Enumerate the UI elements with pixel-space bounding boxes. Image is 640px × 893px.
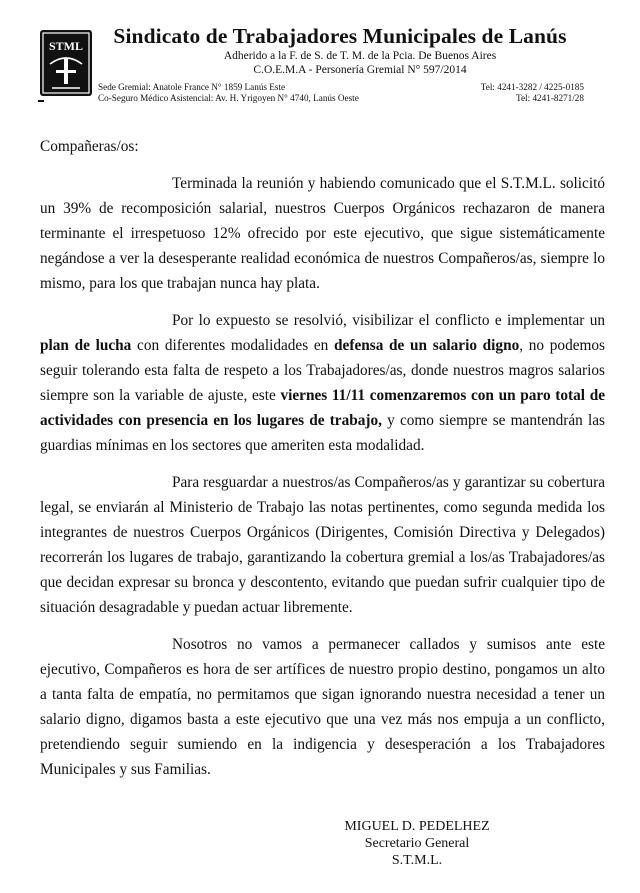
greeting: Compañeras/os: [40, 138, 139, 155]
letterhead [0, 0, 640, 110]
logo-mark [38, 100, 44, 102]
signatory-role: Secretario General [364, 836, 470, 851]
coseguro-address: Co-Seguro Médico Asistencial: Av. H. Yrigoyen N° 4740, Lanús Oeste [98, 93, 359, 103]
paragraph-4: Nosotros no vamos a permanecer callados y sumisos ante este ejecutivo, Compañeros es hora de ser artífices de nuestro propio destino, pongamos un alto a tanta falta de empatía, no permitamos que sigan ignorando nuestra necesidad a tener un salario digno, digamos basta a este ejecutivo que una vez más nos empuja a un conflicto, pretendiendo seguir sumiendo en la indigencia y desesperación a los Trabajadores Municipales y sus Familias. [40, 636, 605, 778]
paragraph-2 [40, 308, 605, 458]
p2-bold-salario: defensa de un salario digno [334, 337, 520, 354]
organization-title: Sindicato de Trabajadores Municipales de Lanús [113, 24, 567, 48]
p2-text-2: con diferentes modalidades en [131, 337, 335, 354]
union-emblem-icon [40, 30, 92, 96]
sede-address: Sede Gremial: Anatole France N° 1859 Lanús Este [98, 82, 286, 92]
union-logo [40, 30, 92, 96]
letter-body [40, 134, 605, 794]
coseguro-phone: Tel: 4241-8271/28 [516, 93, 584, 103]
p2-text-4: y como siempre se mantendrán las guardias mínimas en los sectores que ameriten esta modalidad. [40, 412, 605, 454]
signatory-name: MIGUEL D. PEDELHEZ [344, 819, 490, 834]
paragraph-1: Terminada la reunión y habiendo comunicado que el S.T.M.L. solicitó un 39% de recomposición salarial, nuestros Cuerpos Orgánicos rechazaron de manera terminante el irrespetuoso 12% ofrecido por este ejecutivo, que sigue sistemáticamente negándose a ver la desesperante realidad económica de nuestros Compañeros/as, siempre lo mismo, para los que trabajan nunca hay plata. [40, 175, 605, 292]
p2-bold-plan: plan de lucha [40, 337, 132, 354]
signature-block [330, 818, 504, 869]
sede-phone: Tel: 4241-3282 / 4225-0185 [480, 82, 584, 92]
signatory-org: S.T.M.L. [391, 853, 443, 868]
p2-text-1: Por lo expuesto se resolvió, visibilizar el conflicto e implementar un [172, 312, 605, 329]
registration-line: C.O.E.M.A - Personería Gremial N° 597/2014 [253, 64, 467, 76]
p2-text-3: , no podemos seguir tolerando esta falta de respeto a los Trabajadores/as, donde nuestros magros salarios siempre son la variable de ajuste, este [40, 337, 606, 404]
paragraph-3: Para resguardar a nuestros/as Compañeros/as y garantizar su cobertura legal, se enviarán al Ministerio de Trabajo las notas pertinentes, como segunda medida los integrantes de nuestros Cuerpos Orgánicos (Dirigentes, Comisión Directiva y Delegados) recorrerán los lugares de trabajo, garantizando la cobertura gremial a los/as Trabajadores/as que decidan expresar su bronca y descontento, evitando que puedan sufrir cualquier tipo de situación desagradable y puedan actuar libremente. [40, 474, 605, 616]
affiliation-line: Adherido a la F. de S. de T. M. de la Pcia. De Buenos Aires [223, 50, 497, 62]
p2-bold-paro: viernes 11/11 comenzaremos con un paro total de actividades con presencia en los lugares de trabajo, [40, 387, 605, 429]
logo-lettering: STML [48, 39, 84, 53]
